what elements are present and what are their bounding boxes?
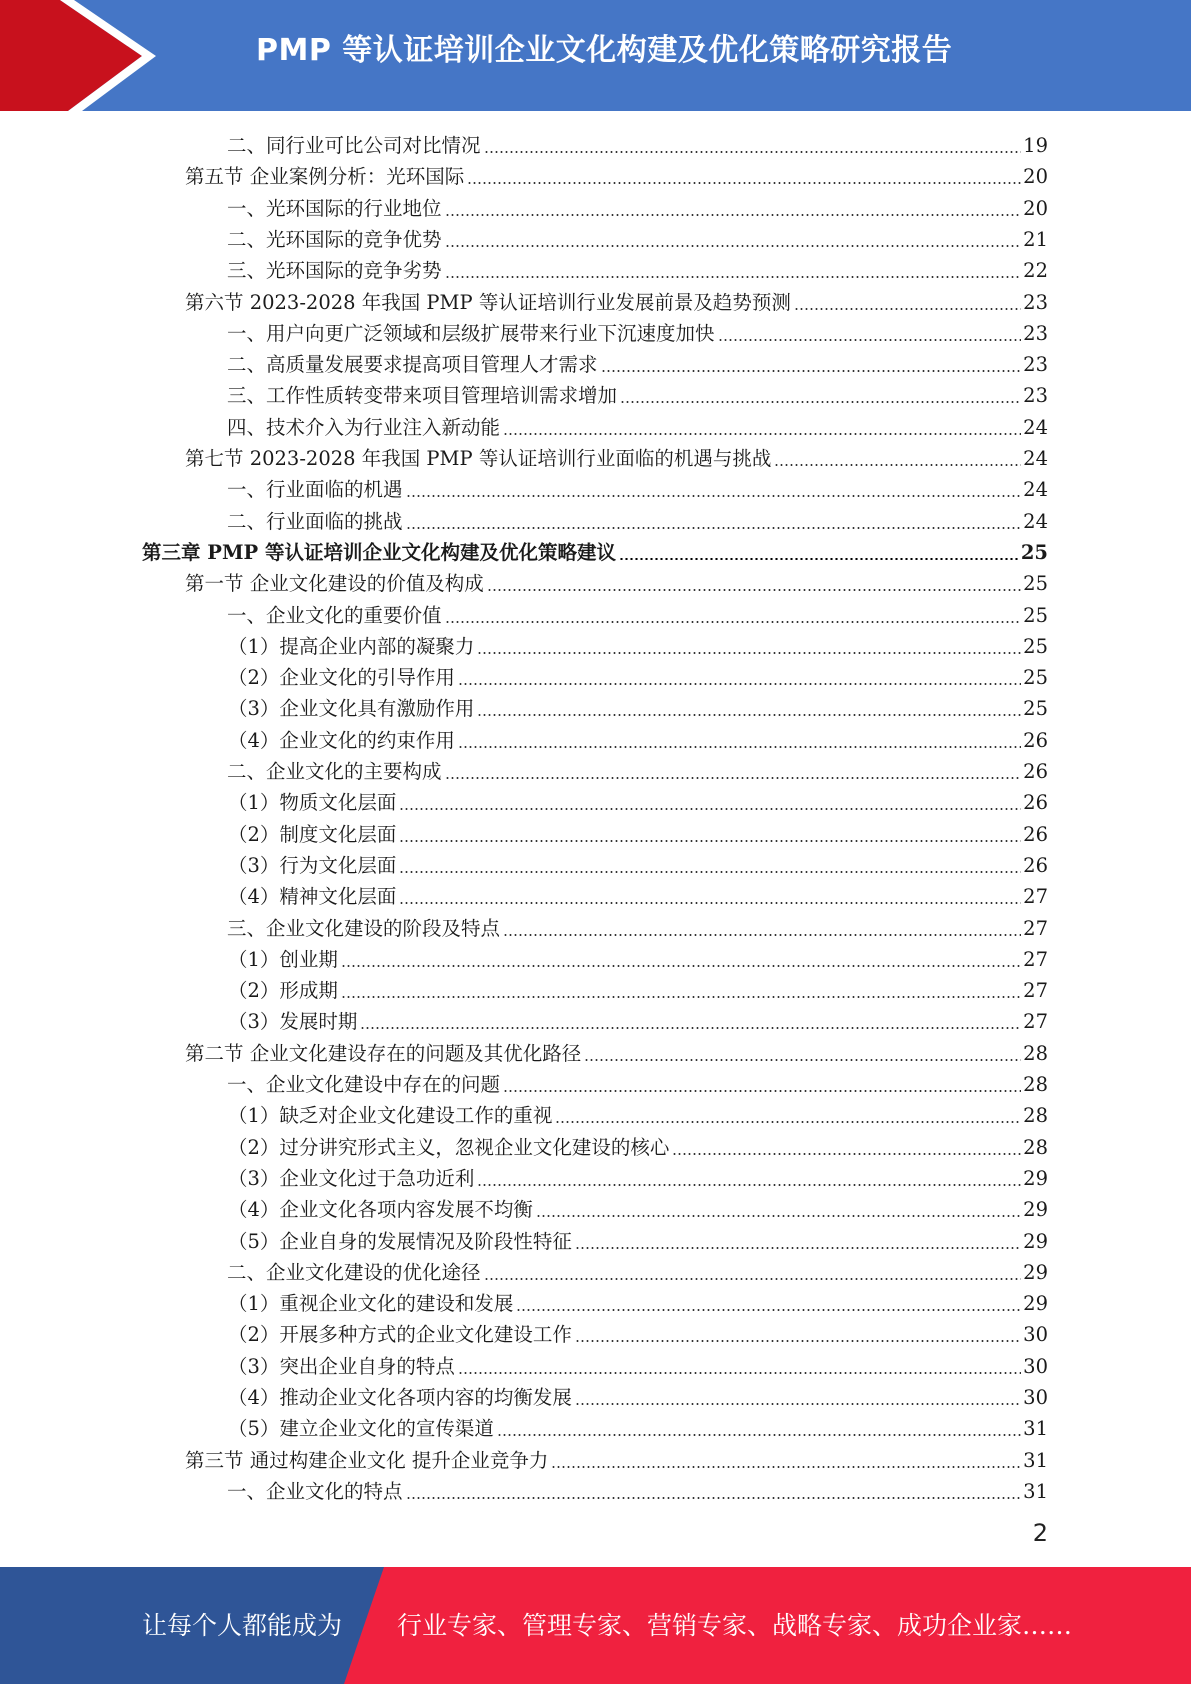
report-title: PMP 等认证培训企业文化构建及优化策略研究报告 (256, 33, 953, 68)
toc-section-entry[interactable] (185, 285, 1048, 316)
toc-entry-page: 29 (1023, 1198, 1048, 1222)
toc-dot-leader (575, 1385, 1021, 1411)
toc-subsection-entry[interactable] (228, 1224, 1048, 1255)
toc-dot-leader (503, 1072, 1021, 1098)
toc-entry-label: 第五节 企业案例分析：光环国际 (185, 165, 465, 189)
toc-entry-page: 23 (1023, 353, 1048, 377)
toc-dot-leader (619, 540, 1019, 566)
toc-dot-leader (503, 916, 1021, 942)
toc-subsection-entry[interactable] (227, 1067, 1048, 1098)
toc-entry-label: 一、行业面临的机遇 (227, 478, 403, 502)
toc-entry-label: 二、行业面临的挑战 (227, 509, 403, 533)
toc-entry-label: 一、光环国际的行业地位 (227, 196, 442, 220)
toc-entry-page: 20 (1023, 165, 1048, 189)
toc-entry-page: 24 (1023, 447, 1048, 470)
page-number: 2 (1032, 1519, 1048, 1547)
toc-entry-page: 26 (1023, 728, 1048, 752)
toc-subsection-entry[interactable] (227, 253, 1048, 284)
toc-entry-label: （1）提高企业内部的凝聚力 (228, 634, 475, 658)
toc-subsection-entry[interactable] (228, 879, 1048, 910)
toc-dot-leader (551, 1448, 1021, 1474)
toc-entry-page: 24 (1023, 415, 1048, 439)
toc-entry-page: 25 (1023, 572, 1048, 596)
toc-subsection-entry[interactable] (227, 378, 1048, 409)
toc-entry-label: 三、企业文化建设的阶段及特点 (227, 916, 501, 940)
toc-entry-page: 24 (1023, 478, 1048, 502)
toc-entry-page: 25 (1023, 634, 1048, 658)
toc-entry-page: 23 (1023, 290, 1048, 314)
toc-dot-leader (467, 164, 1021, 190)
toc-entry-page: 21 (1023, 227, 1048, 251)
toc-subsection-entry[interactable] (228, 785, 1048, 816)
toc-dot-leader (458, 728, 1021, 754)
toc-subsection-entry[interactable] (228, 1098, 1048, 1129)
toc-entry-page: 27 (1023, 916, 1048, 940)
toc-entry-label: （4）推动企业文化各项内容的均衡发展 (228, 1386, 572, 1409)
toc-entry-label: 第七节 2023-2028 年我国 PMP 等认证培训行业面临的机遇与挑战 (185, 447, 772, 470)
toc-dot-leader (503, 415, 1021, 441)
toc-dot-leader (620, 383, 1021, 409)
toc-entry-page: 29 (1023, 1166, 1048, 1190)
toc-entry-page: 29 (1023, 1292, 1048, 1316)
toc-subsection-entry[interactable] (227, 754, 1048, 785)
toc-entry-page: 25 (1023, 603, 1048, 627)
toc-entry-page: 23 (1023, 321, 1048, 345)
toc-entry-label: （2）过分讲究形式主义，忽视企业文化建设的核心 (228, 1135, 670, 1159)
toc-dot-leader (445, 759, 1022, 785)
toc-subsection-entry[interactable] (227, 911, 1048, 942)
toc-entry-label: （4）企业文化各项内容发展不均衡 (228, 1198, 533, 1222)
toc-entry-page: 26 (1023, 822, 1048, 846)
toc-subsection-entry[interactable] (228, 723, 1048, 754)
toc-entry-page: 27 (1023, 947, 1048, 971)
page-header (0, 0, 1191, 111)
toc-subsection-entry[interactable] (227, 472, 1048, 503)
toc-dot-leader (399, 853, 1021, 879)
toc-subsection-entry[interactable] (227, 598, 1048, 629)
toc-entry-page: 19 (1023, 134, 1048, 157)
toc-entry-page: 31 (1023, 1417, 1048, 1441)
toc-dot-leader (399, 884, 1021, 910)
toc-subsection-entry[interactable] (228, 1380, 1048, 1411)
toc-dot-leader (445, 227, 1022, 253)
toc-entry-label: （1）重视企业文化的建设和发展 (228, 1292, 514, 1316)
toc-entry-label: （3）行为文化层面 (228, 853, 397, 877)
toc-dot-leader (484, 133, 1022, 159)
toc-entry-label: （5）建立企业文化的宣传渠道 (228, 1417, 494, 1441)
toc-section-entry[interactable] (185, 566, 1048, 597)
toc-subsection-entry[interactable] (228, 973, 1048, 1004)
toc-entry-page: 25 (1023, 666, 1048, 690)
footer-slogan-right: 行业专家、管理专家、营销专家、战略专家、成功企业家…… (397, 1611, 1073, 1640)
toc-entry-page: 26 (1023, 791, 1048, 815)
toc-entry-label: （2）形成期 (228, 979, 338, 1003)
toc-entry-label: （1）创业期 (228, 947, 338, 971)
toc-subsection-entry[interactable] (228, 817, 1048, 848)
toc-entry-label: （3）企业文化具有激励作用 (228, 697, 475, 721)
toc-dot-leader (536, 1197, 1021, 1223)
toc-entry-page: 27 (1023, 885, 1048, 909)
toc-subsection-entry[interactable] (227, 128, 1048, 159)
toc-dot-leader (445, 196, 1022, 222)
toc-entry-label: 四、技术介入为行业注入新动能 (227, 415, 501, 439)
toc-dot-leader (477, 696, 1021, 722)
toc-dot-leader (406, 477, 1022, 503)
toc-subsection-entry[interactable] (228, 848, 1048, 879)
toc-dot-leader (341, 947, 1021, 973)
toc-entry-label: 二、光环国际的竞争优势 (227, 227, 442, 251)
toc-subsection-entry[interactable] (228, 1286, 1048, 1317)
toc-entry-label: （3）突出企业自身的特点 (228, 1354, 455, 1378)
toc-subsection-entry[interactable] (228, 1411, 1048, 1442)
toc-entry-page: 25 (1020, 540, 1048, 564)
toc-section-entry[interactable] (185, 159, 1048, 190)
toc-entry-page: 27 (1023, 979, 1048, 1003)
toc-entry-label: （1）缺乏对企业文化建设工作的重视 (228, 1104, 553, 1128)
toc-subsection-entry[interactable] (228, 1161, 1048, 1192)
toc-chapter-entry[interactable] (142, 535, 1048, 566)
toc-entry-label: 三、工作性质转变带来项目管理培训需求增加 (227, 384, 618, 408)
toc-subsection-entry[interactable] (228, 691, 1048, 722)
toc-section-entry[interactable] (185, 1036, 1048, 1067)
toc-entry-label: （1）物质文化层面 (228, 791, 397, 815)
toc-subsection-entry[interactable] (227, 504, 1048, 535)
toc-subsection-entry[interactable] (228, 660, 1048, 691)
toc-dot-leader (555, 1103, 1021, 1129)
toc-entry-page: 23 (1023, 384, 1048, 408)
toc-dot-leader (399, 822, 1021, 848)
toc-entry-label: 一、企业文化的重要价值 (227, 603, 442, 627)
toc-entry-page: 29 (1023, 1260, 1048, 1284)
toc-entry-label: （5）企业自身的发展情况及阶段性特征 (228, 1229, 572, 1253)
toc-entry-page: 31 (1023, 1448, 1048, 1472)
toc-entry-page: 20 (1023, 196, 1048, 220)
toc-subsection-entry[interactable] (228, 629, 1048, 660)
toc-dot-leader (477, 1166, 1021, 1192)
toc-entry-label: 第三章 PMP 等认证培训企业文化构建及优化策略建议 (142, 540, 616, 564)
toc-subsection-entry[interactable] (228, 1004, 1048, 1035)
toc-entry-label: （3）发展时期 (228, 1010, 358, 1034)
toc-dot-leader (477, 634, 1021, 660)
toc-dot-leader (445, 603, 1022, 629)
toc-subsection-entry[interactable] (228, 1349, 1048, 1380)
toc-section-entry[interactable] (185, 1443, 1048, 1474)
toc-subsection-entry[interactable] (227, 191, 1048, 222)
toc-dot-leader (718, 321, 1022, 347)
toc-dot-leader (341, 978, 1021, 1004)
toc-entry-label: 一、用户向更广泛领域和层级扩展带来行业下沉速度加快 (227, 321, 715, 345)
toc-subsection-entry[interactable] (227, 316, 1048, 347)
toc-subsection-entry[interactable] (227, 1255, 1048, 1286)
toc-entry-page: 24 (1023, 509, 1048, 533)
toc-dot-leader (360, 1009, 1021, 1035)
toc-entry-label: （2）企业文化的引导作用 (228, 666, 455, 690)
toc-dot-leader (516, 1291, 1021, 1317)
toc-dot-leader (575, 1229, 1021, 1255)
toc-entry-page: 30 (1023, 1323, 1048, 1347)
toc-dot-leader (487, 571, 1021, 597)
toc-entry-page: 28 (1023, 1041, 1048, 1065)
toc-entry-label: （3）企业文化过于急功近利 (228, 1166, 475, 1190)
toc-entry-page: 27 (1023, 1010, 1048, 1034)
toc-subsection-entry[interactable] (228, 1317, 1048, 1348)
toc-entry-label: 一、企业文化建设中存在的问题 (227, 1073, 501, 1096)
page-footer (0, 1567, 1191, 1684)
toc-subsection-entry[interactable] (227, 347, 1048, 378)
toc-section-entry[interactable] (185, 441, 1048, 472)
toc-dot-leader (497, 1416, 1021, 1442)
toc-subsection-entry[interactable] (228, 1192, 1048, 1223)
toc-subsection-entry[interactable] (228, 942, 1048, 973)
toc-entry-label: 第一节 企业文化建设的价值及构成 (185, 572, 484, 596)
toc-entry-page: 28 (1023, 1073, 1048, 1096)
toc-dot-leader (458, 665, 1021, 691)
footer-slogan-left: 让每个人都能成为 (142, 1611, 343, 1640)
toc-entry-page: 26 (1023, 853, 1048, 877)
toc-entry-page: 29 (1023, 1229, 1048, 1253)
toc-entry-label: （2）制度文化层面 (228, 822, 397, 846)
toc-dot-leader (399, 790, 1021, 816)
toc-entry-label: （4）企业文化的约束作用 (228, 728, 455, 752)
toc-entry-label: 二、高质量发展要求提高项目管理人才需求 (227, 353, 598, 377)
toc-entry-label: 第六节 2023-2028 年我国 PMP 等认证培训行业发展前景及趋势预测 (185, 290, 791, 314)
toc-entry-label: 二、同行业可比公司对比情况 (227, 134, 481, 157)
toc-dot-leader (774, 446, 1021, 472)
toc-entry-page: 28 (1023, 1104, 1048, 1128)
toc-dot-leader (575, 1322, 1021, 1348)
toc-entry-label: 三、光环国际的竞争劣势 (227, 259, 442, 283)
toc-subsection-entry[interactable] (227, 1474, 1048, 1505)
toc-entry-page: 31 (1023, 1479, 1048, 1503)
toc-dot-leader (406, 1479, 1022, 1505)
toc-subsection-entry[interactable] (227, 410, 1048, 441)
toc-entry-label: （4）精神文化层面 (228, 885, 397, 909)
toc-entry-label: 第二节 企业文化建设存在的问题及其优化路径 (185, 1041, 582, 1065)
toc-entry-page: 25 (1023, 697, 1048, 721)
toc-dot-leader (672, 1135, 1021, 1161)
toc-entry-page: 30 (1023, 1386, 1048, 1409)
toc-dot-leader (484, 1260, 1022, 1286)
toc-dot-leader (458, 1354, 1021, 1380)
toc-entry-label: 二、企业文化的主要构成 (227, 760, 442, 783)
toc-entry-label: （2）开展多种方式的企业文化建设工作 (228, 1323, 572, 1347)
toc-dot-leader (445, 258, 1022, 284)
toc-entry-label: 第三节 通过构建企业文化 提升企业竞争力 (185, 1448, 549, 1472)
toc-subsection-entry[interactable] (227, 222, 1048, 253)
toc-dot-leader (601, 352, 1022, 378)
toc-entry-page: 26 (1023, 760, 1048, 783)
toc-entry-page: 28 (1023, 1135, 1048, 1159)
toc-subsection-entry[interactable] (228, 1130, 1048, 1161)
toc-dot-leader (584, 1041, 1021, 1067)
toc-entry-label: 一、企业文化的特点 (227, 1479, 403, 1503)
toc-dot-leader (406, 509, 1022, 535)
toc-entry-label: 二、企业文化建设的优化途径 (227, 1260, 481, 1284)
toc-dot-leader (794, 290, 1021, 316)
toc-entry-page: 30 (1023, 1354, 1048, 1378)
toc-entry-page: 22 (1023, 259, 1048, 283)
